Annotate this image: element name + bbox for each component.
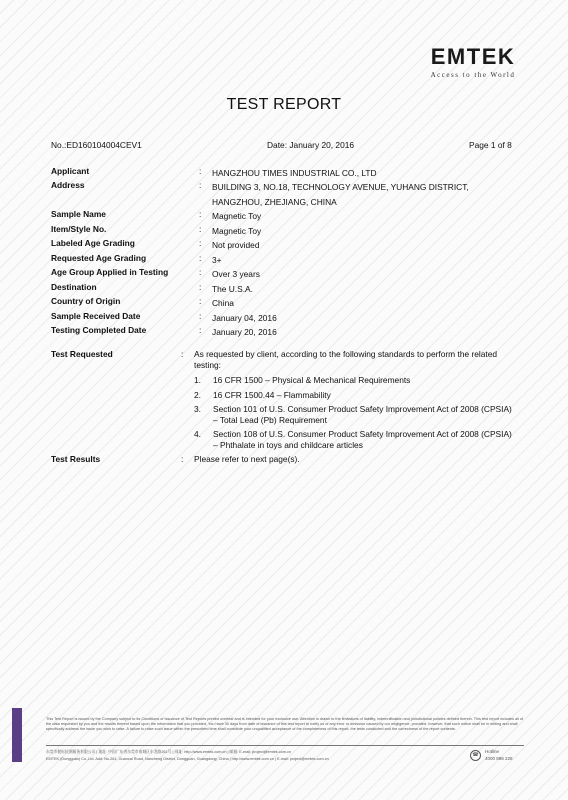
field-label: Requested Age Grading (51, 253, 147, 263)
test-results-text: Please refer to next page(s). (194, 454, 300, 464)
field-colon: : (199, 238, 202, 248)
footer-address-en: EMTEK (Dongguan) Co.,Ltd. Add: No.261, Guancai Road, Nancheng District, Dongguan, Guangdong, China | http://www.emtek.com.cn | E-mail: project@emtek.com.cn (46, 757, 329, 761)
field-label: Country of Origin (51, 296, 121, 306)
test-item-text: 16 CFR 1500 – Physical & Mechanical Requirements (213, 375, 411, 385)
test-item-text: 16 CFR 1500.44 – Flammability (213, 390, 331, 400)
field-value: January 20, 2016 (212, 327, 277, 337)
field-label: Applicant (51, 166, 90, 176)
hotline-number: 4000 898 228 (485, 756, 513, 761)
field-colon: : (181, 349, 184, 359)
field-colon: : (199, 311, 202, 321)
report-date: Date: January 20, 2016 (267, 140, 355, 150)
field-colon: : (199, 209, 202, 219)
field-label: Age Group Applied in Testing (51, 267, 169, 277)
field-value-line2: HANGZHOU, ZHEJIANG, CHINA (212, 197, 337, 207)
field-value: HANGZHOU TIMES INDUSTRIAL CO., LTD (212, 168, 377, 178)
field-colon: : (199, 180, 202, 190)
phone-icon: ☎ (470, 750, 481, 761)
field-label: Testing Completed Date (51, 325, 147, 335)
field-value: January 04, 2016 (212, 313, 277, 323)
field-label: Address (51, 180, 85, 190)
test-item-text: Section 101 of U.S. Consumer Product Safety Improvement Act of 2008 (CPSIA) – Total Lead (Pb) Requirement (213, 404, 512, 425)
test-item-number: 3. (194, 404, 201, 414)
field-colon: : (199, 267, 202, 277)
field-colon: : (181, 454, 184, 464)
test-item-number: 1. (194, 375, 201, 385)
field-value: China (212, 298, 234, 308)
field-value: Not provided (212, 240, 260, 250)
hotline-label: Hotline (485, 749, 500, 754)
field-value: BUILDING 3, NO.18, TECHNOLOGY AVENUE, YUHANG DISTRICT, (212, 182, 469, 192)
test-requested-label: Test Requested (51, 349, 113, 359)
field-label: Sample Received Date (51, 311, 141, 321)
footer-divider (46, 745, 524, 746)
test-item-text: Section 108 of U.S. Consumer Product Safety Improvement Act of 2008 (CPSIA) – Phthalate in toys and childcare articles (213, 429, 512, 450)
brand-accent-bar (12, 708, 22, 762)
field-value: Over 3 years (212, 269, 260, 279)
field-label: Labeled Age Grading (51, 238, 135, 248)
report-number: No.:ED160104004CEV1 (51, 140, 142, 150)
field-value: 3+ (212, 255, 222, 265)
field-value: The U.S.A. (212, 284, 253, 294)
field-colon: : (199, 224, 202, 234)
emtek-logo (418, 44, 528, 79)
logo-tagline: Access to the World (430, 71, 516, 79)
test-requested-intro: As requested by client, according to the following standards to perform the related testing: (194, 349, 498, 370)
field-colon: : (199, 325, 202, 335)
field-value: Magnetic Toy (212, 211, 262, 221)
field-label: Item/Style No. (51, 224, 107, 234)
field-label: Destination (51, 282, 97, 292)
field-colon: : (199, 166, 202, 176)
logo-wordmark: EMTEK (430, 44, 516, 69)
page-indicator: Page 1 of 8 (469, 140, 512, 150)
footer-address-cn: 东莞市偓标检测服务有限公司 | 地址: 中国广东省东莞市南城区车龙路261号 | 网址: http://www.emtek.com.cn | 邮箱: E-mail: project@emtek.com.cn (46, 750, 291, 754)
report-title: TEST REPORT (226, 96, 342, 113)
field-colon: : (199, 282, 202, 292)
field-label: Sample Name (51, 209, 106, 219)
test-item-number: 4. (194, 429, 201, 439)
field-colon: : (199, 253, 202, 263)
test-item-number: 2. (194, 390, 201, 400)
footer-disclaimer: This Test Report is issued by the Company subject to its Conditions of Issuance of Test Reports printed overleaf and is intended for your exclusive use. Attention is drawn to the limitations of liability, indemnification and jurisdictional policies defined therein. This test report includes all of the data requested by you and the results thereof based upon the information that you provided. You have 30 days from date of issuance of this test report to notify us of any error or omission caused by our negligence, provided, however, that such notice shall be in writing and shall specifically address the issue you wish to raise. A failure to raise such issue within the prescribed time shall constitute your unqualified acceptance of the completeness of this report, the tests conducted and the correctness of the report contents. (46, 717, 524, 732)
test-results-label: Test Results (51, 454, 101, 464)
field-value: Magnetic Toy (212, 226, 262, 236)
field-colon: : (199, 296, 202, 306)
